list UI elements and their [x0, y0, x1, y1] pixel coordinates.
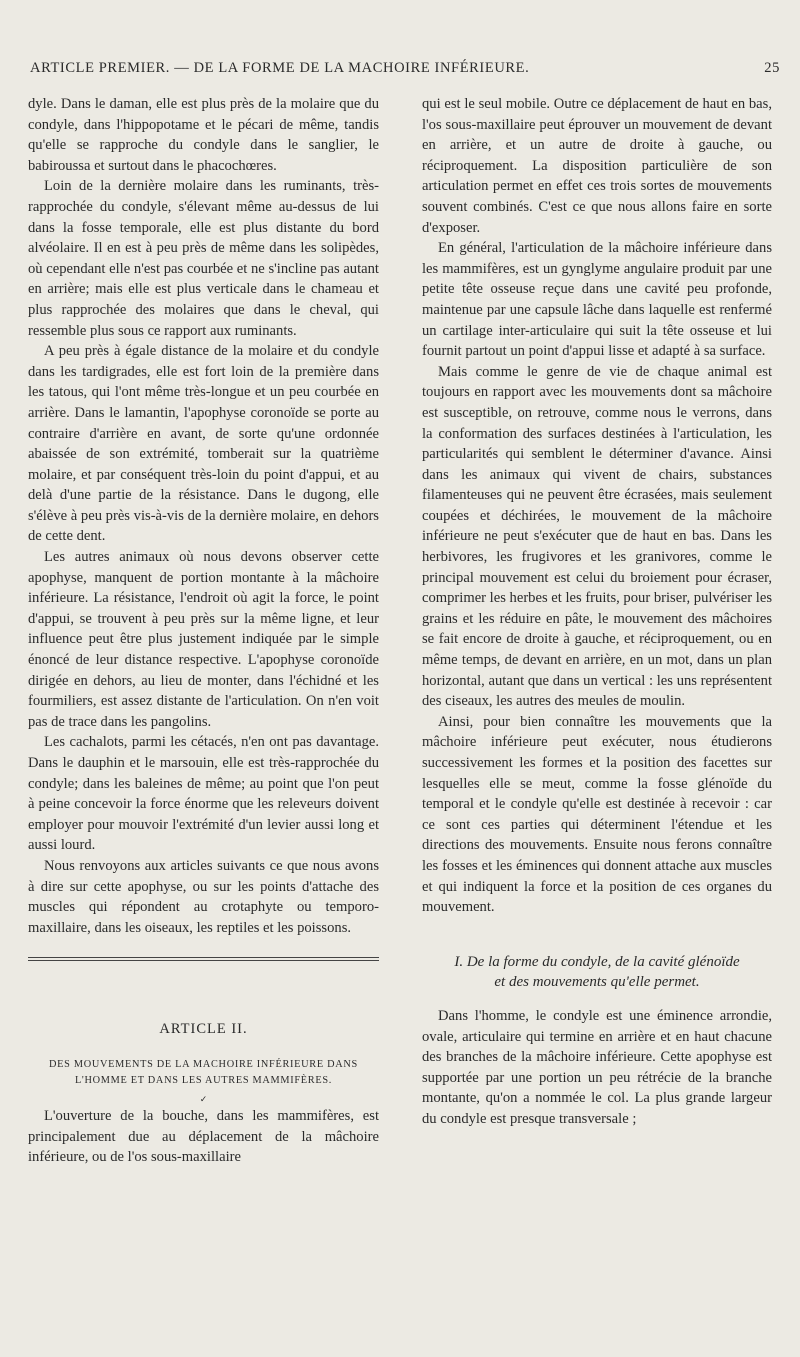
- paragraph: En général, l'articulation de la mâchoire inférieure dans les mammifères, est un gynglyme angulaire produit par une petite tête osseuse reçue dans une cavité peu profonde, maintenue par une capsule lâche dans laquelle est renfermé un cartilage inter-articulaire qui suit la tête osseuse et lui fournit partout un point d'appui lisse et adapté à sa surface.: [422, 240, 772, 360]
- section-divider: [28, 957, 379, 961]
- paragraph: Mais comme le genre de vie de chaque animal est toujours en rapport avec les mouvements dont sa mâchoire est susceptible, on retrouve, comme nous le verrons, dans la conformation des surfaces destinées à l'articulation, les particularités qui semblent le déterminer d'avance. Ainsi dans les animaux qui vivent de chairs, substances filamenteuses qui ne peuvent être écrasées, mais seulement coupées et déchirées, le mouvement de la mâchoire inférieure ne peut s'exécuter que de haut en bas. Dans les herbivores, les frugivores et les granivores, comme le principal mouvement est celui du broiement pour écraser, comprimer les herbes et les fruits, pour briser, pulvériser les grains et les réduire en pâte, le mouvement des mâchoires se fait encore de droite à gauche, et réciproquement, ou en même temps, de devant en arrière, en un mot, dans un plan horizontal, autant que dans un vertical : les uns représentent des ciseaux, les autres des meules de moulin.: [422, 363, 772, 710]
- article-title: ARTICLE II.: [159, 1021, 248, 1038]
- paragraph: dyle. Dans le daman, elle est plus près de la molaire que du condyle, dans l'hippopotame et le pécari de même, tandis qu'elle se rapproche du condyle dans le sanglier, le babiroussa et surtout dans le phacochœres.: [28, 96, 379, 174]
- chevron-mark-icon: ✓: [199, 1093, 208, 1104]
- paragraph: L'ouverture de la bouche, dans les mammifères, est principalement due au déplacement de la mâchoire inférieure, ou de l'os sous-maxillaire: [28, 1107, 379, 1166]
- section-heading: [422, 952, 772, 993]
- article-subtitle-line: L'HOMME ET DANS LES AUTRES MAMMIFÈRES.: [74, 1074, 333, 1086]
- paragraph: Les cachalots, parmi les cétacés, n'en ont pas davantage. Dans le dauphin et le marsouin, elle est très-rapprochée du condyle; dans les baleines de même; au point que l'on peut à peine concevoir la force énorme que les releveurs doivent employer pour mouvoir l'extrémité d'un levier aussi long et aussi lourd.: [28, 734, 379, 854]
- paragraph: A peu près à égale distance de la molaire et du condyle dans les tardigrades, elle est fort loin de la première dans les tatous, qui l'ont même très-longue et un peu courbée en arrière. Dans le lamantin, l'apophyse coronoïde se porte au contraire d'arrière en avant, de sorte qu'une ordonnée abaissée de son extrémité, tomberait sur la quatrième molaire, et par conséquent très-loin du point d'appui, et au delà d'une partie de la résistance. Dans le dugong, elle s'élève à peu près vis-à-vis de la dernière molaire, en dehors de cette dent.: [28, 343, 379, 545]
- section-heading-line: I. De la forme du condyle, de la cavité glénoïde: [454, 953, 740, 970]
- left-column: [28, 94, 379, 1168]
- paragraph: qui est le seul mobile. Outre ce déplacement de haut en bas, l'os sous-maxillaire peut éprouver un mouvement de devant en arrière, et un autre de droite à gauche, ou réciproquement. La disposition particulière de son articulation permet en effet ces trois sortes de mouvements souvent combinés. C'est ce que nous allons faire en sorte d'exposer.: [422, 96, 772, 236]
- paragraph: Ainsi, pour bien connaître les mouvements que la mâchoire inférieure peut exécuter, nous étudierons successivement les formes et la position des facettes sur lesquelles elle se meut, comme la fosse glénoïde du temporal et le condyle qu'elle est destinée à recevoir : car ce sont ces parties qui déterminent l'étendue et les directions des mouvements. Ensuite nous ferons connaître les fosses et les éminences qui donnent attache aux muscles et qui indiquent la force et la position de ces organes du mouvement.: [422, 713, 772, 916]
- article-subtitle-line: DES MOUVEMENTS DE LA MACHOIRE INFÉRIEURE DANS: [49, 1058, 358, 1070]
- section-heading-line: et des mouvements qu'elle permet.: [494, 974, 700, 991]
- paragraph: Les autres animaux où nous devons observer cette apophyse, manquent de portion montante à la mâchoire inférieure. La résistance, l'endroit où agit la force, le point d'appui, se trouvent à peu près sur la même ligne, et leur influence peut être plus justement indiquée par le simple énoncé de leur distance respective. L'apophyse coronoïde dirigée en dehors, au lieu de monter, dans l'échidné et les fourmiliers, est assez distante de l'articulation. On n'en voit pas de trace dans les pangolins.: [28, 549, 379, 730]
- paragraph: Nous renvoyons aux articles suivants ce que nous avons à dire sur cette apophyse, ou sur les points d'attache des muscles qui répondent au crotaphyte ou temporo-maxillaire, dans les oiseaux, les reptiles et les poissons.: [28, 857, 379, 936]
- paragraph: Loin de la dernière molaire dans les ruminants, très-rapprochée du condyle, s'élevant même au-dessus de lui dans la fosse temporale, elle est plus distante du bord alvéolaire. Il en est à peu près de même dans les solipèdes, où cependant elle n'est pas courbée et ne s'incline pas autant en arrière; mais elle est plus verticale dans le chameau et plus rapprochée des molaires que dans le cheval, qui ressemble plus sous ce rapport aux ruminants.: [28, 178, 379, 339]
- article-subtitle: [28, 1057, 379, 1089]
- paragraph: Dans l'homme, le condyle est une éminence arrondie, ovale, articulaire qui termine en arrière et en haut chacune des branches de la mâchoire inférieure. Cette apophyse est supportée par une portion un peu rétrécie de la branche montante, qu'on a nommée le col. La plus grande largeur du condyle est presque transversale ;: [422, 1007, 772, 1127]
- page-number: 25: [764, 60, 780, 76]
- running-head-title: ARTICLE PREMIER. — DE LA FORME DE LA MACHOIRE INFÉRIEURE.: [30, 60, 530, 76]
- right-column: [422, 94, 772, 1130]
